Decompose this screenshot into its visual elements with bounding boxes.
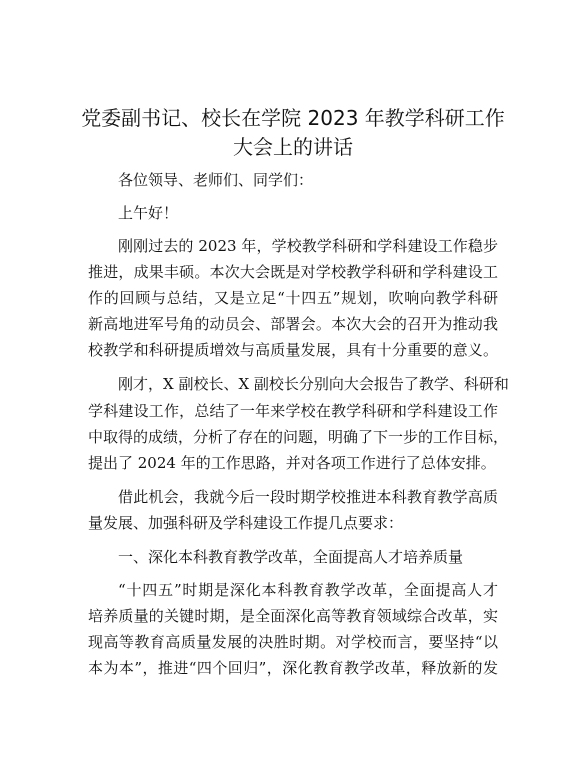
paragraph-4-line: “十四五”时期是深化本科教育教学改革，全面提高人才 — [118, 581, 498, 599]
paragraph-3-line: 量发展、加强科研及学科建设工作提几点要求： — [88, 514, 404, 532]
document-title-line-1: 党委副书记、校长在学院 2023 年教学科研工作 — [81, 106, 505, 130]
salutation: 各位领导、老师们、同学们： — [118, 171, 314, 189]
greeting: 上午好！ — [118, 204, 179, 222]
paragraph-4-line: 本为本”，推进“四个回归”，深化教育教学改革，释放新的发 — [88, 659, 498, 677]
paragraph-2-line: 刚才，X 副校长、X 副校长分别向大会报告了教学、科研和 — [118, 375, 509, 393]
paragraph-2-line: 学科建设工作，总结了一年来学校在教学科研和学科建设工作 — [88, 402, 498, 420]
paragraph-4-line: 培养质量的关键时期，是全面深化高等教育领域综合改革，实 — [88, 607, 498, 625]
paragraph-4-line: 现高等教育高质量发展的决胜时期。对学校而言，要坚持“以 — [88, 633, 498, 651]
paragraph-2-line: 提出了 2024 年的工作思路，并对各项工作进行了总体安排。 — [88, 454, 496, 472]
paragraph-1-line: 刚刚过去的 2023 年，学校教学科研和学科建设工作稳步 — [118, 237, 498, 255]
paragraph-2-line: 中取得的成绩，分析了存在的问题，明确了下一步的工作目标， — [88, 428, 509, 446]
paragraph-1-line: 作的回顾与总结，又是立足“十四五”规划，吹响向教学科研 — [88, 289, 498, 307]
document-title-line-2: 大会上的讲话 — [233, 135, 353, 159]
section-heading: 一、深化本科教育教学改革，全面提高人才培养质量 — [118, 548, 464, 566]
paragraph-1-line: 推进，成果丰硕。本次大会既是对学校教学科研和学科建设工 — [88, 263, 498, 281]
paragraph-1-line: 校教学和科研提质增效与高质量发展，具有十分重要的意义。 — [88, 341, 498, 359]
paragraph-1-line: 新高地进军号角的动员会、部署会。本次大会的召开为推动我 — [88, 315, 498, 333]
paragraph-3-line: 借此机会，我就今后一段时期学校推进本科教育教学高质 — [118, 488, 498, 506]
